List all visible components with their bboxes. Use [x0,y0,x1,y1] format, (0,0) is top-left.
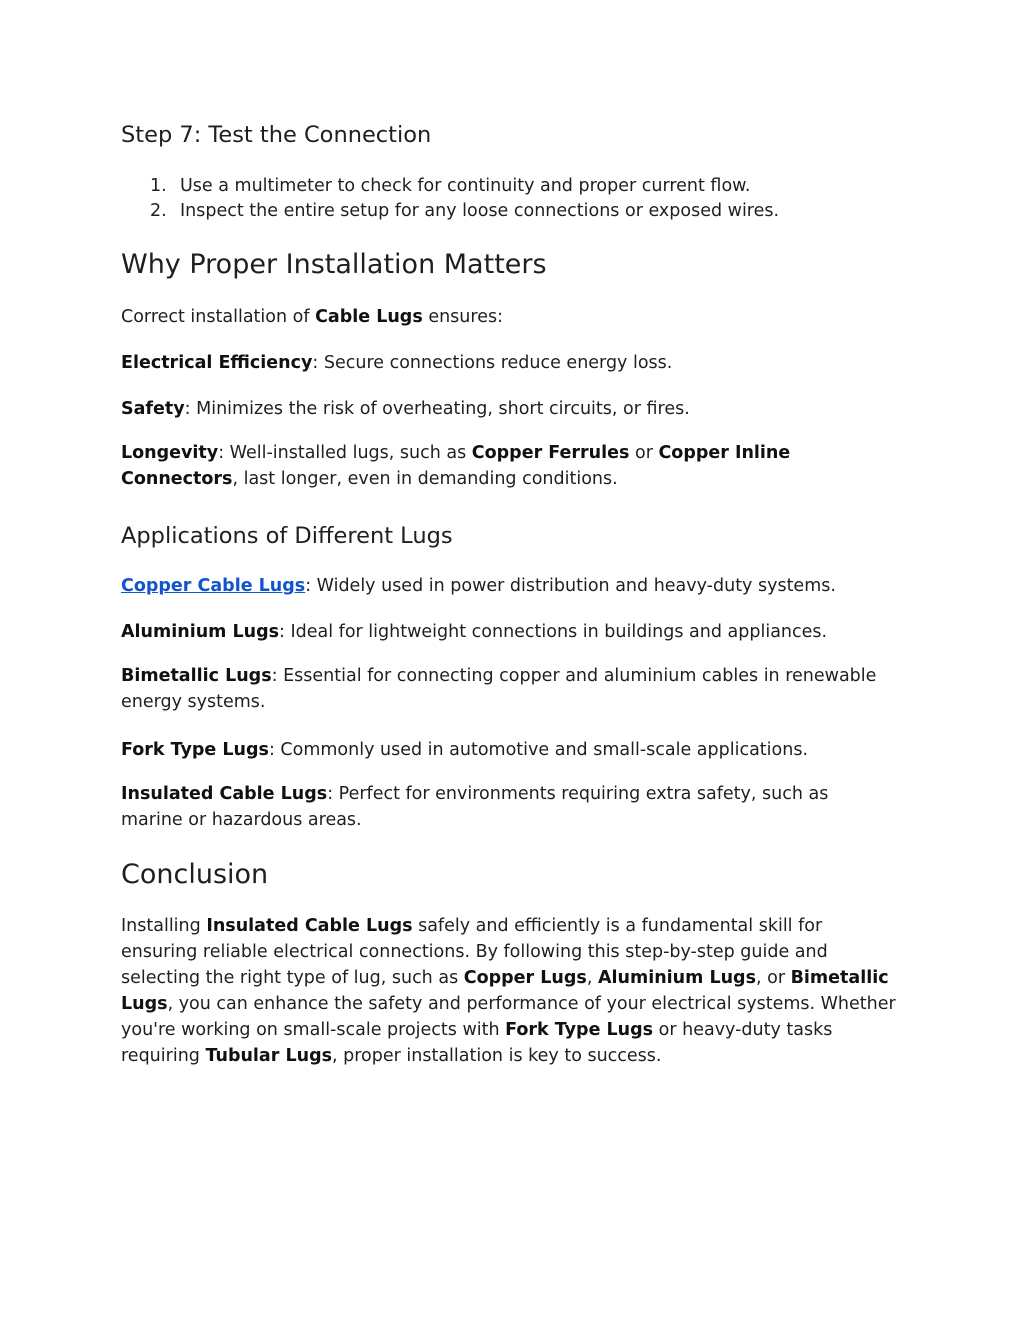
copper-cable-lugs-link[interactable]: Copper Cable Lugs [121,576,306,596]
safety-paragraph: Safety: Minimizes the risk of overheating, short circuits, or fires. [121,399,690,419]
list-item: 2. Inspect the entire setup for any loose connections or exposed wires. [150,201,780,221]
list-item: 1. Use a multimeter to check for continuity and proper current flow. [150,176,751,196]
applications-heading: Applications of Different Lugs [121,523,453,549]
conclusion-paragraph: Installing Insulated Cable Lugs safely and efficiently is a fundamental skill for ensuring reliable electrical connections. By following this step-by-step guide and selecting the right type of lug, such as Copper Lugs, Aluminium Lugs, or Bimetallic Lugs, you can enhance the safety and performance of your electrical systems. Whether you're working on small-scale projects with Fork Type Lugs or heavy-duty tasks requiring Tubular Lugs, proper installation is key to success. [121,916,896,1066]
aluminium-lugs-paragraph: Aluminium Lugs: Ideal for lightweight connections in buildings and appliances. [121,622,828,642]
why-heading: Why Proper Installation Matters [121,249,547,280]
insulated-lugs-paragraph: Insulated Cable Lugs: Perfect for environments requiring extra safety, such as marine or hazardous areas. [121,784,829,830]
longevity-paragraph: Longevity: Well-installed lugs, such as Copper Ferrules or Copper Inline Connectors, last longer, even in demanding conditions. [121,443,791,489]
efficiency-paragraph: Electrical Efficiency: Secure connections reduce energy loss. [121,353,673,373]
why-intro: Correct installation of Cable Lugs ensures: [121,307,503,327]
conclusion-heading: Conclusion [121,859,269,890]
copper-lugs-paragraph: Copper Cable Lugs: Widely used in power distribution and heavy-duty systems. [121,576,836,596]
fork-lugs-paragraph: Fork Type Lugs: Commonly used in automotive and small-scale applications. [121,740,809,760]
bimetallic-lugs-paragraph: Bimetallic Lugs: Essential for connecting copper and aluminium cables in renewable energy systems. [121,666,877,712]
step7-heading: Step 7: Test the Connection [121,122,432,148]
